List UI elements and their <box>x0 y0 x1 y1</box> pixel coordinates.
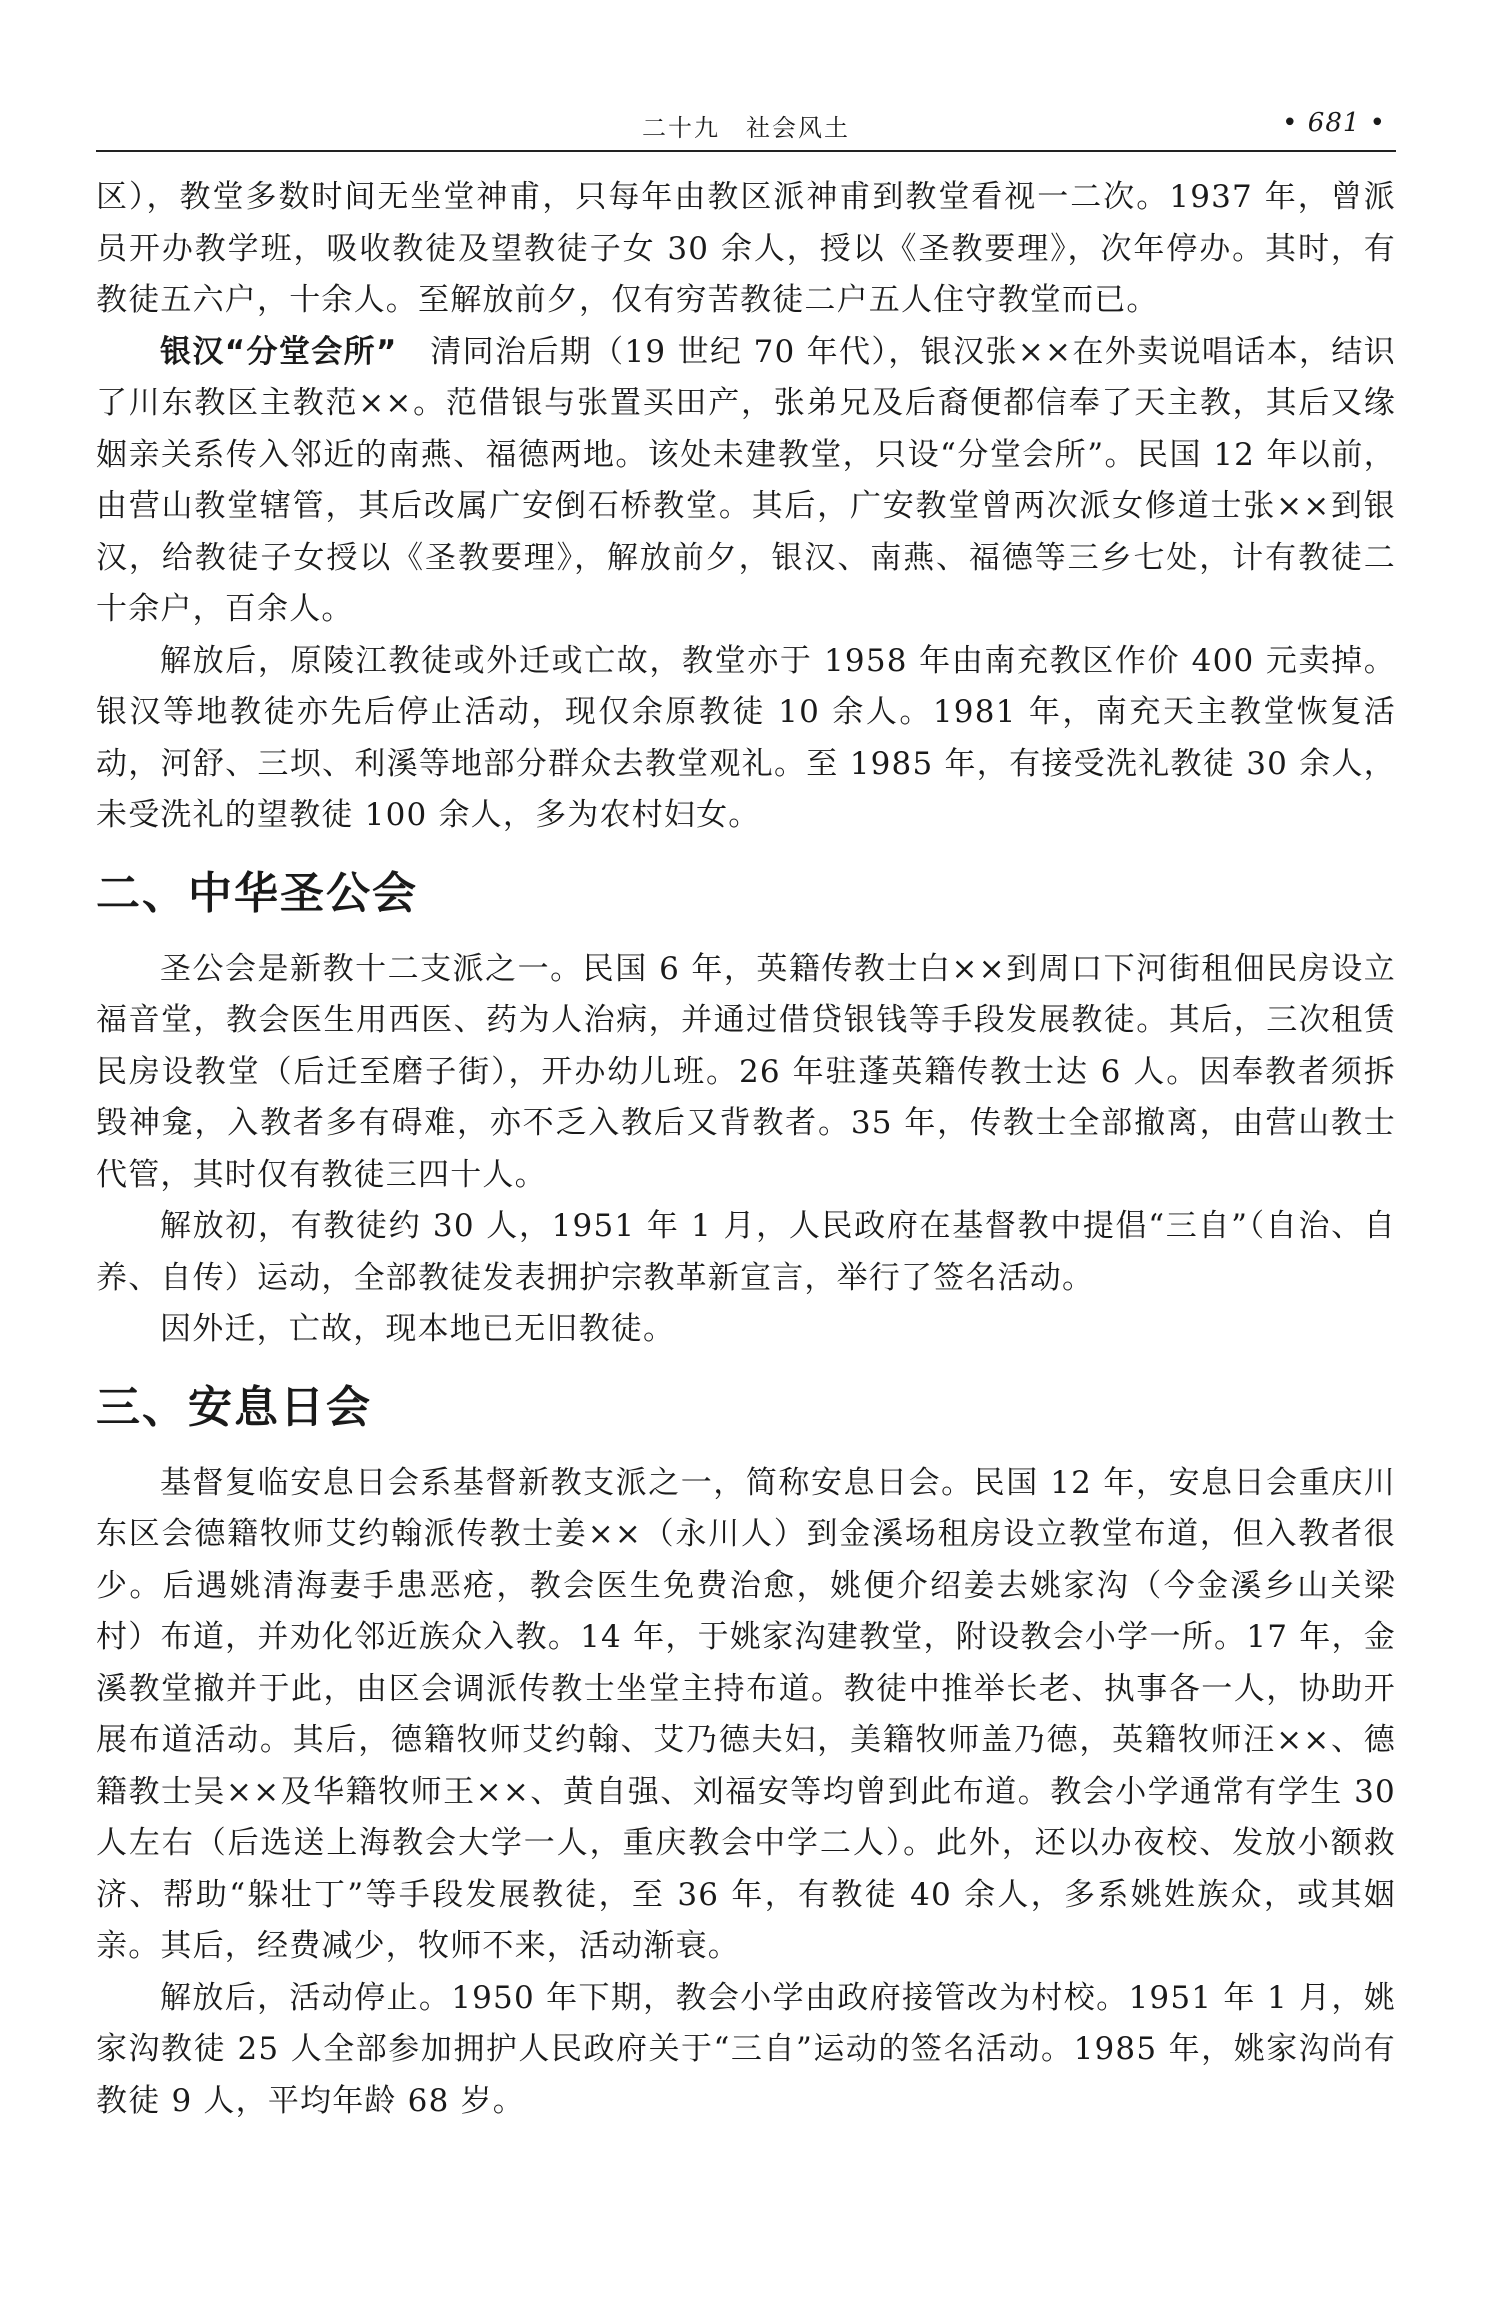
body-text <box>96 172 1396 2127</box>
paragraph-adventist-1: 基督复临安息日会系基督新教支派之一，简称安息日会。民国 12 年，安息日会重庆川东区会德籍牧师艾约翰派传教士姜××（永川人）到金溪场租房设立教堂布道，但入教者很少。后遇姚清海妻手患恶疮，教会医生免费治愈，姚便介绍姜去姚家沟（今金溪乡山关梁村）布道，并劝化邻近族众入教。14 年，于姚家沟建教堂，附设教会小学一所。17 年，金溪教堂撤并于此，由区会调派传教士坐堂主持布道。教徒中推举长老、执事各一人，协助开展布道活动。其后，德籍牧师艾约翰、艾乃德夫妇，美籍牧师盖乃德，英籍牧师汪××、德籍教士吴××及华籍牧师王××、黄自强、刘福安等均曾到此布道。教会小学通常有学生 30 人左右（后选送上海教会大学一人，重庆教会中学二人）。此外，还以办夜校、发放小额救济、帮助“躲壮丁”等手段发展教徒，至 36 年，有教徒 40 余人，多系姚姓族众，或其姻亲。其后，经费减少，牧师不来，活动渐衰。 <box>96 1464 1396 1964</box>
chapter-title: 二十九 社会风土 <box>642 114 850 142</box>
paragraph-yinhan <box>96 327 1396 636</box>
paragraph-continued: 区），教堂多数时间无坐堂神甫，只每年由教区派神甫到教堂看视一二次。1937 年，曾派员开办教学班，吸收教徒及望教徒子女 30 余人，授以《圣教要理》，次年停办。其时，有教徒五六户，十余人。至解放前夕，仅有穷苦教徒二户五人住守教堂而已。 <box>96 179 1396 318</box>
paragraph-anglican-2: 解放初，有教徒约 30 人，1951 年 1 月，人民政府在基督教中提倡“三自”（自治、自养、自传）运动，全部教徒发表拥护宗教革新宣言，举行了签名活动。 <box>96 1208 1396 1296</box>
page-number: • 681 • <box>1282 108 1386 138</box>
running-head <box>96 108 1396 148</box>
section-heading-anglican: 二、中华圣公会 <box>96 867 418 919</box>
book-page <box>96 0 1396 2321</box>
section-heading-adventist: 三、安息日会 <box>96 1381 372 1433</box>
paragraph-yinhan-text: 清同治后期（19 世纪 70 年代），银汉张××在外卖说唱话本，结识了川东教区主教范××。范借银与张置买田产，张弟兄及后裔便都信奉了天主教，其后又缘姻亲关系传入邻近的南燕、福德两地。该处未建教堂，只设“分堂会所”。民国 12 年以前，由营山教堂辖管，其后改属广安倒石桥教堂。其后，广安教堂曾两次派女修道士张××到银汉，给教徒子女授以《圣教要理》，解放前夕，银汉、南燕、福德等三乡七处，计有教徒二十余户，百余人。 <box>96 333 1397 627</box>
header-rule <box>96 150 1396 152</box>
paragraph-anglican-1: 圣公会是新教十二支派之一。民国 6 年，英籍传教士白××到周口下河街租佃民房设立福音堂，教会医生用西医、药为人治病，并通过借贷银钱等手段发展教徒。其后，三次租赁民房设教堂（后迁至磨子街），开办幼儿班。26 年驻蓬英籍传教士达 6 人。因奉教者须拆毁神龛，入教者多有碍难，亦不乏入教后又背教者。35 年，传教士全部撤离，由营山教士代管，其时仅有教徒三四十人。 <box>96 950 1396 1193</box>
paragraph-after-liberation: 解放后，原陵江教徒或外迁或亡故，教堂亦于 1958 年由南充教区作价 400 元卖掉。银汉等地教徒亦先后停止活动，现仅余原教徒 10 余人。1981 年，南充天主教堂恢复活动，河舒、三坝、利溪等地部分群众去教堂观礼。至 1985 年，有接受洗礼教徒 30 余人，未受洗礼的望教徒 100 余人，多为农村妇女。 <box>96 642 1396 833</box>
paragraph-anglican-3: 因外迁，亡故，现本地已无旧教徒。 <box>160 1311 676 1347</box>
paragraph-adventist-2: 解放后，活动停止。1950 年下期，教会小学由政府接管改为村校。1951 年 1 月，姚家沟教徒 25 人全部参加拥护人民政府关于“三自”运动的签名活动。1985 年，姚家沟尚有教徒 9 人，平均年龄 68 岁。 <box>96 1979 1396 2119</box>
run-in-heading: 银汉“分堂会所” <box>160 333 398 370</box>
